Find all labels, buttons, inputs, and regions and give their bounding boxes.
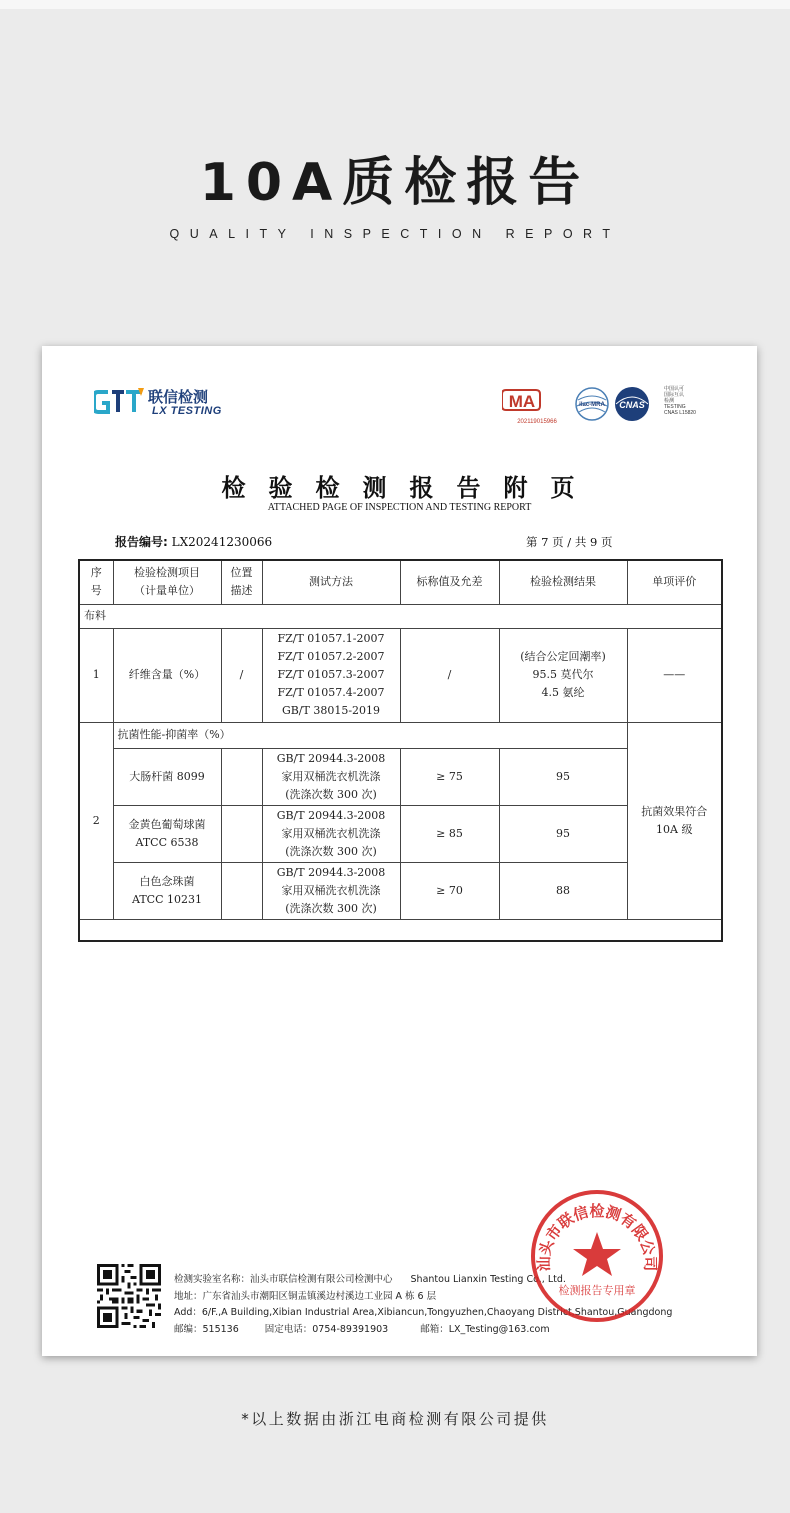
footer-lab: 检测实验室名称：汕头市联信检测有限公司检测中心 Shantou Lianxin Testing Co., Ltd. <box>174 1274 566 1285</box>
qr-code-icon <box>97 1264 161 1328</box>
table-row <box>79 748 722 805</box>
cma-mark-icon <box>502 390 540 411</box>
row-seq: 2 <box>79 722 113 919</box>
seal-bottom-text: 检测报告专用章 <box>558 1284 636 1297</box>
results-table <box>78 559 723 942</box>
row-standard: ≥ 85 <box>400 805 499 862</box>
row-position <box>221 805 262 862</box>
row-evaluation: —— <box>627 628 722 722</box>
group-label: 抗菌性能-抑菌率（%） <box>113 722 627 748</box>
row-position <box>221 862 262 919</box>
row-method: GB/T 20944.3-2008 家用双桶洗衣机洗涤 (洗涤次数 300 次) <box>262 805 400 862</box>
table-row <box>79 805 722 862</box>
header-standard: 标称值及允差 <box>400 560 499 604</box>
source-note: *以上数据由浙江电商检测有限公司提供 <box>241 1410 549 1428</box>
ilac-mra-icon <box>576 388 608 420</box>
page-title: 10A质检报告 <box>199 153 591 213</box>
cnas-text: CNAS <box>619 400 645 410</box>
row-standard: ≥ 70 <box>400 862 499 919</box>
header-result: 检验检测结果 <box>499 560 627 604</box>
table-row <box>79 628 722 722</box>
row-evaluation: 抗菌效果符合 10A 级 <box>627 722 722 919</box>
certification-marks <box>502 384 662 424</box>
row-seq: 1 <box>79 628 113 722</box>
company-seal-stamp <box>527 1186 667 1326</box>
cnas-info-line: CNAS L15820 <box>664 410 696 416</box>
table-empty-row <box>79 919 722 941</box>
row-position <box>221 748 262 805</box>
row-method: GB/T 20944.3-2008 家用双桶洗衣机洗涤 (洗涤次数 300 次) <box>262 748 400 805</box>
document-subtitle: ATTACHED PAGE OF INSPECTION AND TESTING REPORT <box>267 502 532 513</box>
footer-contact: 邮编：515136 固定电话：0754-89391903 邮箱：LX_Testing@163.com <box>174 1323 550 1335</box>
seal-ring-text: 汕头市联信检测有限公司 <box>534 1202 660 1272</box>
row-result: 95 <box>499 805 627 862</box>
row-method: GB/T 20944.3-2008 家用双桶洗衣机洗涤 (洗涤次数 300 次) <box>262 862 400 919</box>
logo-name-en: LX TESTING <box>152 405 222 417</box>
report-number-label: 报告编号: <box>115 535 168 549</box>
row-position: / <box>221 628 262 722</box>
header-position: 位置 描述 <box>221 560 262 604</box>
cnas-info-line: 国际互认 <box>664 392 685 398</box>
footer-address-en: Add：6/F.,A Building,Xibian Industrial Area,Xibiancun,Tongyuzhen,Chaoyang District,Shantou,Guangdong <box>174 1307 673 1318</box>
page-info: 第 7 页 / 共 9 页 <box>526 535 613 549</box>
row-method: FZ/T 01057.1-2007 FZ/T 01057.2-2007 FZ/T 01057.3-2007 FZ/T 01057.4-2007 GB/T 38015-2019 <box>262 628 400 722</box>
cnas-info-line: TESTING <box>664 404 686 410</box>
report-number <box>115 533 272 550</box>
section-label: 布料 <box>79 604 722 628</box>
row-result: (结合公定回潮率) 95.5 莫代尔 4.5 氨纶 <box>499 628 627 722</box>
table-row <box>79 722 722 748</box>
row-item: 白色念珠菌 ATCC 10231 <box>113 862 221 919</box>
seal-star-icon <box>573 1232 621 1276</box>
report-number-value: LX20241230066 <box>171 535 273 549</box>
header-item: 检验检测项目 （计量单位） <box>113 560 221 604</box>
cnas-info-line: 检测 <box>664 398 675 404</box>
cnas-info <box>664 386 724 416</box>
header-seq: 序 号 <box>79 560 113 604</box>
row-standard: ≥ 75 <box>400 748 499 805</box>
document-title: 检验检测报告附页 <box>221 473 598 502</box>
section-row <box>79 604 722 628</box>
top-strip <box>0 0 790 9</box>
row-standard: / <box>400 628 499 722</box>
cnas-info-line: 中国认可 <box>664 386 685 392</box>
empty-cell <box>79 919 722 941</box>
cma-number: 202119015966 <box>517 419 557 425</box>
footer-address-cn: 地址：广东省汕头市潮阳区铜盂镇溪边村溪边工业园 A 栋 6 层 <box>174 1290 437 1302</box>
table-row <box>79 862 722 919</box>
cma-mark-text: MA <box>508 392 536 411</box>
row-item: 纤维含量（%） <box>113 628 221 722</box>
header-evaluation: 单项评价 <box>627 560 722 604</box>
row-result: 95 <box>499 748 627 805</box>
report-sheet <box>42 346 757 1356</box>
header-method: 测试方法 <box>262 560 400 604</box>
row-item: 金黄色葡萄球菌 ATCC 6538 <box>113 805 221 862</box>
table-header-row <box>79 560 722 604</box>
cnas-icon <box>615 387 649 421</box>
lx-testing-logo-icon <box>94 388 146 416</box>
row-result: 88 <box>499 862 627 919</box>
ilac-mra-text: ilac-MRA <box>579 402 605 408</box>
logo-name-cn: 联信检测 <box>148 388 209 406</box>
row-item: 大肠杆菌 8099 <box>113 748 221 805</box>
page-subtitle: QUALITY INSPECTION REPORT <box>169 227 621 241</box>
